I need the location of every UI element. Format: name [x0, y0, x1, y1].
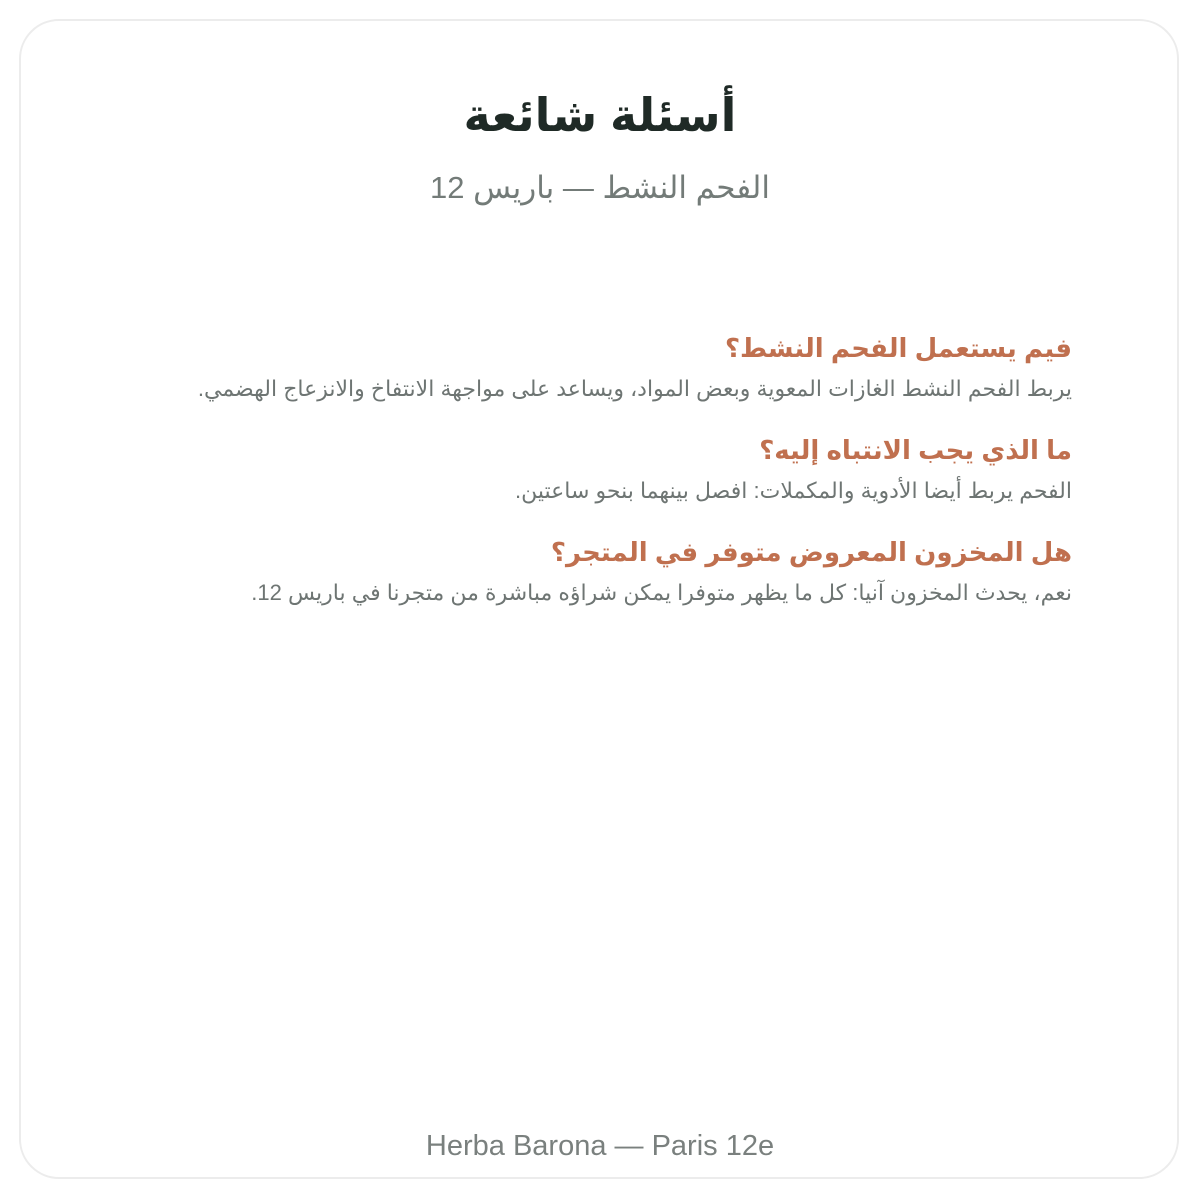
faq-item	[128, 432, 1072, 508]
faq-answer: الفحم يربط أيضا الأدوية والمكملات: افصل بينهما بنحو ساعتين.	[514, 478, 1072, 503]
faq-question: فيم يستعمل الفحم النشط؟	[724, 333, 1072, 363]
faq-list	[128, 330, 1072, 636]
faq-item	[128, 534, 1072, 610]
footer-brand: Herba Barona — Paris 12e	[425, 1130, 775, 1162]
page-subtitle: الفحم النشط — باريس 12	[429, 170, 770, 205]
faq-question: هل المخزون المعروض متوفر في المتجر؟	[550, 537, 1072, 567]
faq-answer: نعم، يحدث المخزون آنيا: كل ما يظهر متوفرا يمكن شراؤه مباشرة من متجرنا في باريس 12.	[251, 580, 1072, 605]
faq-answer: يربط الفحم النشط الغازات المعوية وبعض المواد، ويساعد على مواجهة الانتفاخ والانزعاج الهضمي.	[197, 376, 1072, 401]
faq-question: ما الذي يجب الانتباه إليه؟	[759, 435, 1072, 465]
faq-item	[128, 330, 1072, 406]
page-title: أسئلة شائعة	[463, 89, 737, 141]
